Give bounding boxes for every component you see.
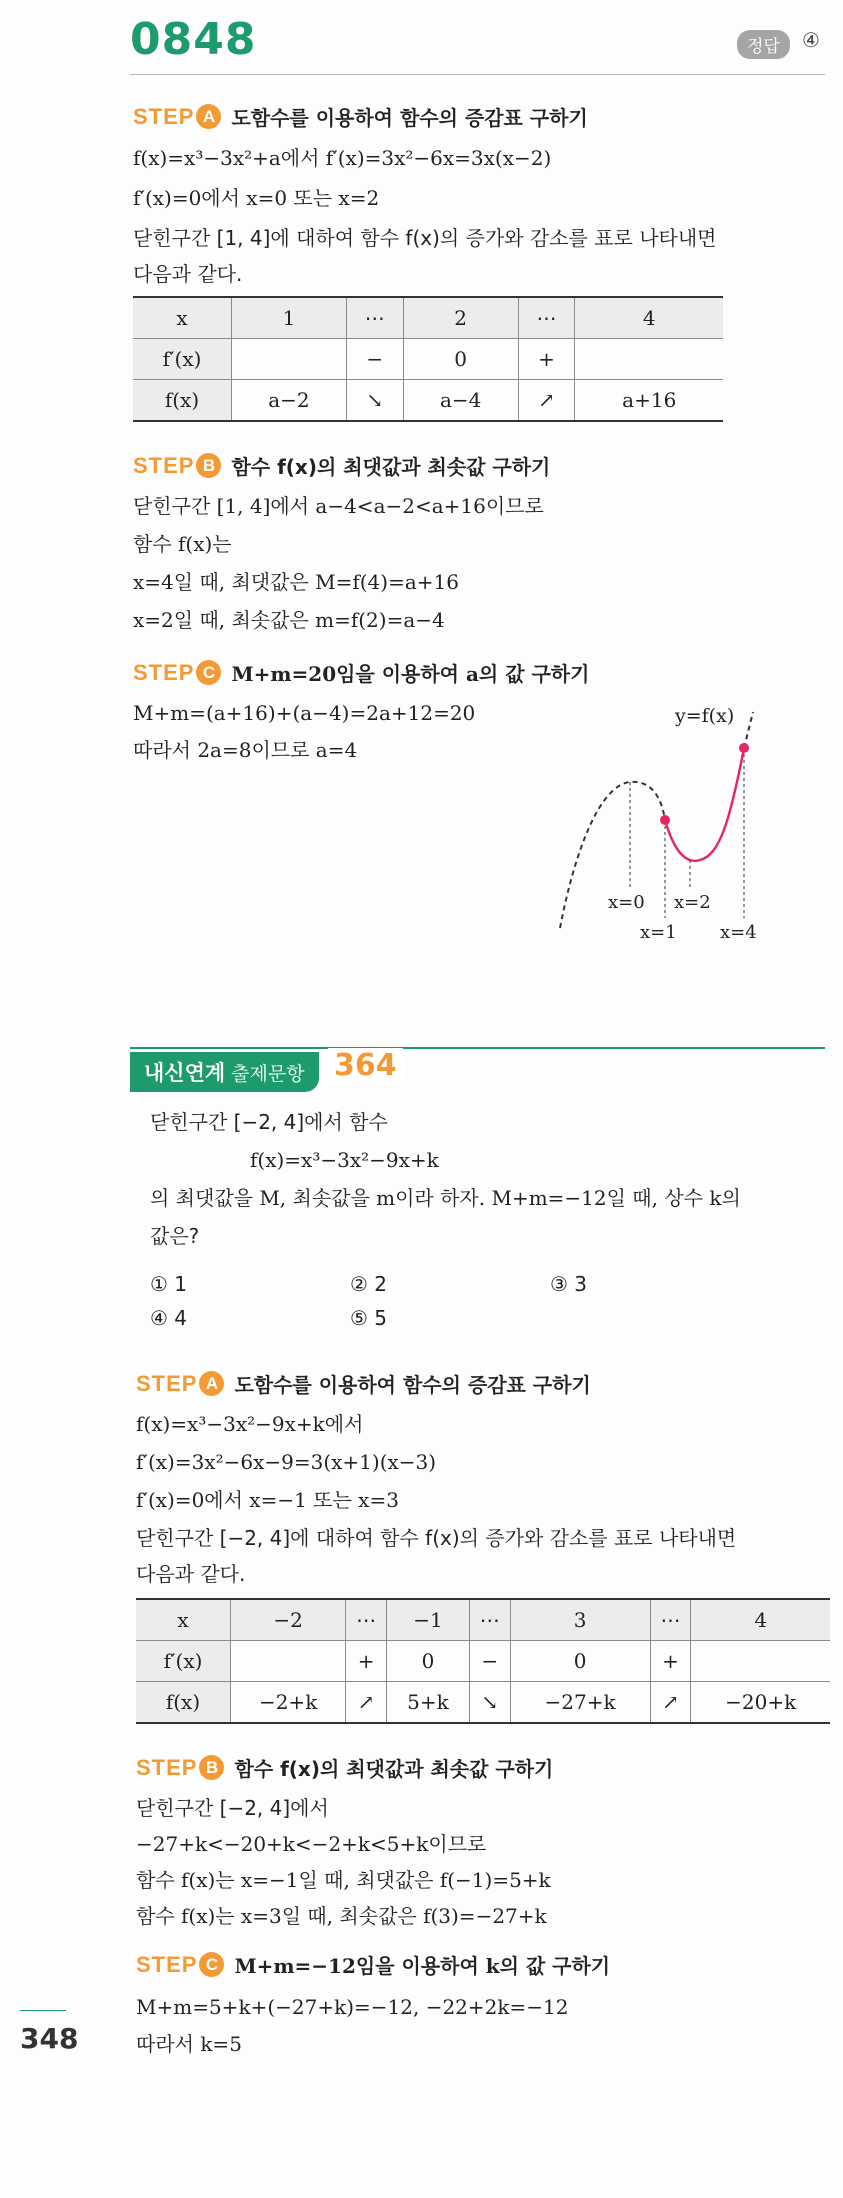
- table-cell: 1: [232, 297, 347, 339]
- table-cell: 0: [403, 339, 518, 380]
- table-intro-line: 닫힌구간 [1, 4]에 대하여 함수 f(x)의 증가와 감소를 표로 나타내면: [133, 226, 717, 250]
- table-cell: ⋯: [650, 1599, 691, 1641]
- step-c-heading: [133, 658, 589, 687]
- problem-function: f(x)=x³−3x²−9x+k: [250, 1148, 439, 1172]
- step-word: STEP: [136, 1370, 198, 1396]
- derivative-line: f(x)=x³−3x²+a에서 f′(x)=3x²−6x=3x(x−2): [133, 146, 552, 170]
- table-cell: ↗: [346, 1682, 387, 1724]
- step-a-heading: [133, 102, 588, 131]
- table-cell: −1: [387, 1599, 470, 1641]
- step-letter-badge: B: [199, 1755, 224, 1780]
- problem-line: 의 최댓값을 M, 최솟값을 m이라 하자. M+m=−12일 때, 상수 k의: [150, 1186, 741, 1210]
- related-label-bold: 내신연계: [144, 1061, 226, 1085]
- step-c-heading: [136, 1950, 610, 1979]
- table-cell: +: [346, 1641, 387, 1682]
- table-cell: +: [518, 339, 575, 380]
- step-title: 함수 f(x)의 최댓값과 최솟값 구하기: [231, 455, 551, 479]
- table-cell: ↗: [650, 1682, 691, 1724]
- step-title: 함수 f(x)의 최댓값과 최솟값 구하기: [234, 1757, 554, 1781]
- page-number: 348: [20, 2022, 79, 2055]
- table-cell: f′(x): [136, 1641, 231, 1682]
- table-cell: a−2: [232, 380, 347, 422]
- table-cell: ⋯: [469, 1599, 510, 1641]
- table-cell: a−4: [403, 380, 518, 422]
- minimum-line: x=2일 때, 최솟값은 m=f(2)=a−4: [133, 608, 445, 632]
- point-x1: [660, 815, 670, 825]
- step-word: STEP: [136, 1951, 198, 1977]
- table-cell: −27+k: [510, 1682, 650, 1724]
- answer-value: ④: [802, 28, 820, 52]
- problem-number: 0848: [130, 14, 257, 65]
- function-line: 함수 f(x)는: [133, 532, 232, 556]
- function-line: f(x)=x³−3x²−9x+k에서: [136, 1412, 364, 1436]
- critical-points-line: f′(x)=0에서 x=0 또는 x=2: [133, 186, 380, 210]
- table-cell: [691, 1641, 830, 1682]
- table-row: [133, 297, 723, 339]
- table-cell: 4: [575, 297, 723, 339]
- table-row: [136, 1682, 830, 1724]
- maximum-line: 함수 f(x)는 x=−1일 때, 최댓값은 f(−1)=5+k: [136, 1868, 551, 1892]
- page-number-rule: [20, 2010, 66, 2011]
- step-b-heading: [136, 1753, 553, 1782]
- table-cell: 4: [691, 1599, 830, 1641]
- step-letter-badge: A: [199, 1371, 224, 1396]
- step-b-heading: [133, 451, 550, 480]
- table-intro-line: 닫힌구간 [−2, 4]에 대하여 함수 f(x)의 증가와 감소를 표로 나타내면: [136, 1526, 737, 1550]
- table-cell: ↘: [469, 1682, 510, 1724]
- tick-label-x4: x=4: [720, 922, 757, 943]
- critical-points-line: f′(x)=0에서 x=−1 또는 x=3: [136, 1488, 399, 1512]
- answer-badge: 정답: [737, 30, 790, 59]
- curve-label: y=f(x): [675, 705, 735, 727]
- step-title: 도함수를 이용하여 함수의 증감표 구하기: [231, 106, 588, 130]
- step-letter-badge: C: [199, 1952, 224, 1977]
- table-cell: 2: [403, 297, 518, 339]
- comparison-line: 닫힌구간 [1, 4]에서 a−4<a−2<a+16이므로: [133, 494, 544, 518]
- table-cell: 5+k: [387, 1682, 470, 1724]
- tick-label-x2: x=2: [674, 892, 711, 913]
- choice-1[interactable]: ① 1: [150, 1272, 188, 1296]
- header-divider: [130, 74, 825, 75]
- table-cell: 0: [387, 1641, 470, 1682]
- table-cell: f(x): [133, 380, 232, 422]
- tick-label-x0: x=0: [608, 892, 645, 913]
- step-title: M+m=−12임을 이용하여 k의 값 구하기: [234, 1954, 611, 1978]
- table-intro-line-2: 다음과 같다.: [133, 262, 243, 286]
- derivative-line: f′(x)=3x²−6x−9=3(x+1)(x−3): [136, 1450, 437, 1474]
- minimum-line: 함수 f(x)는 x=3일 때, 최솟값은 f(3)=−27+k: [136, 1904, 547, 1928]
- highlighted-curve: [665, 748, 744, 861]
- step-letter-badge: B: [196, 453, 221, 478]
- step-a-heading: [136, 1369, 591, 1398]
- table-cell: −: [346, 339, 403, 380]
- step-word: STEP: [133, 103, 195, 129]
- function-graph: [540, 700, 820, 960]
- sum-equation-line: M+m=(a+16)+(a−4)=2a+12=20: [133, 701, 476, 725]
- comparison-line: −27+k<−20+k<−2+k<5+k이므로: [136, 1832, 487, 1856]
- table-cell: f(x): [136, 1682, 231, 1724]
- maximum-line: x=4일 때, 최댓값은 M=f(4)=a+16: [133, 570, 459, 594]
- conclusion-line: 따라서 2a=8이므로 a=4: [133, 738, 358, 762]
- problem-line: 값은?: [150, 1224, 200, 1248]
- table-cell: ↘: [346, 380, 403, 422]
- table-cell: −20+k: [691, 1682, 830, 1724]
- table-cell: −: [469, 1641, 510, 1682]
- table-intro-line-2: 다음과 같다.: [136, 1562, 246, 1586]
- step-word: STEP: [136, 1754, 198, 1780]
- table-cell: [575, 339, 723, 380]
- table-cell: ↗: [518, 380, 575, 422]
- table-cell: 3: [510, 1599, 650, 1641]
- table-cell: f′(x): [133, 339, 232, 380]
- step-letter-badge: C: [196, 660, 221, 685]
- increase-decrease-table: [136, 1598, 830, 1724]
- step-word: STEP: [133, 659, 195, 685]
- conclusion-line: 따라서 k=5: [136, 2032, 242, 2056]
- table-cell: +: [650, 1641, 691, 1682]
- dashed-curve-end: [744, 712, 753, 748]
- sum-equation-line: M+m=5+k+(−27+k)=−12, −22+2k=−12: [136, 1995, 569, 2019]
- tick-label-x1: x=1: [640, 922, 677, 943]
- related-problem-label: [130, 1052, 319, 1092]
- point-x4: [739, 743, 749, 753]
- choice-4[interactable]: ④ 4: [150, 1306, 188, 1330]
- table-cell: −2: [231, 1599, 346, 1641]
- table-cell: ⋯: [346, 297, 403, 339]
- table-cell: x: [136, 1599, 231, 1641]
- step-title: M+m=20임을 이용하여 a의 값 구하기: [231, 662, 590, 686]
- table-cell: x: [133, 297, 232, 339]
- related-problem-number: 364: [328, 1048, 403, 1083]
- table-cell: ⋯: [518, 297, 575, 339]
- table-cell: 0: [510, 1641, 650, 1682]
- step-letter-badge: A: [196, 104, 221, 129]
- table-row: [133, 380, 723, 422]
- table-row: [136, 1641, 830, 1682]
- increase-decrease-table: [133, 296, 723, 422]
- table-cell: −2+k: [231, 1682, 346, 1724]
- interval-line: 닫힌구간 [−2, 4]에서: [136, 1796, 329, 1820]
- table-cell: ⋯: [346, 1599, 387, 1641]
- choice-5[interactable]: ⑤ 5: [350, 1306, 388, 1330]
- table-cell: a+16: [575, 380, 723, 422]
- table-row: [136, 1599, 830, 1641]
- choice-2[interactable]: ② 2: [350, 1272, 388, 1296]
- table-cell: [231, 1641, 346, 1682]
- table-row: [133, 339, 723, 380]
- related-label-sub: 출제문항: [231, 1062, 305, 1085]
- table-cell: [232, 339, 347, 380]
- related-divider: [130, 1047, 825, 1049]
- step-title: 도함수를 이용하여 함수의 증감표 구하기: [234, 1373, 591, 1397]
- step-word: STEP: [133, 452, 195, 478]
- problem-line: 닫힌구간 [−2, 4]에서 함수: [150, 1110, 388, 1134]
- choice-3[interactable]: ③ 3: [550, 1272, 588, 1296]
